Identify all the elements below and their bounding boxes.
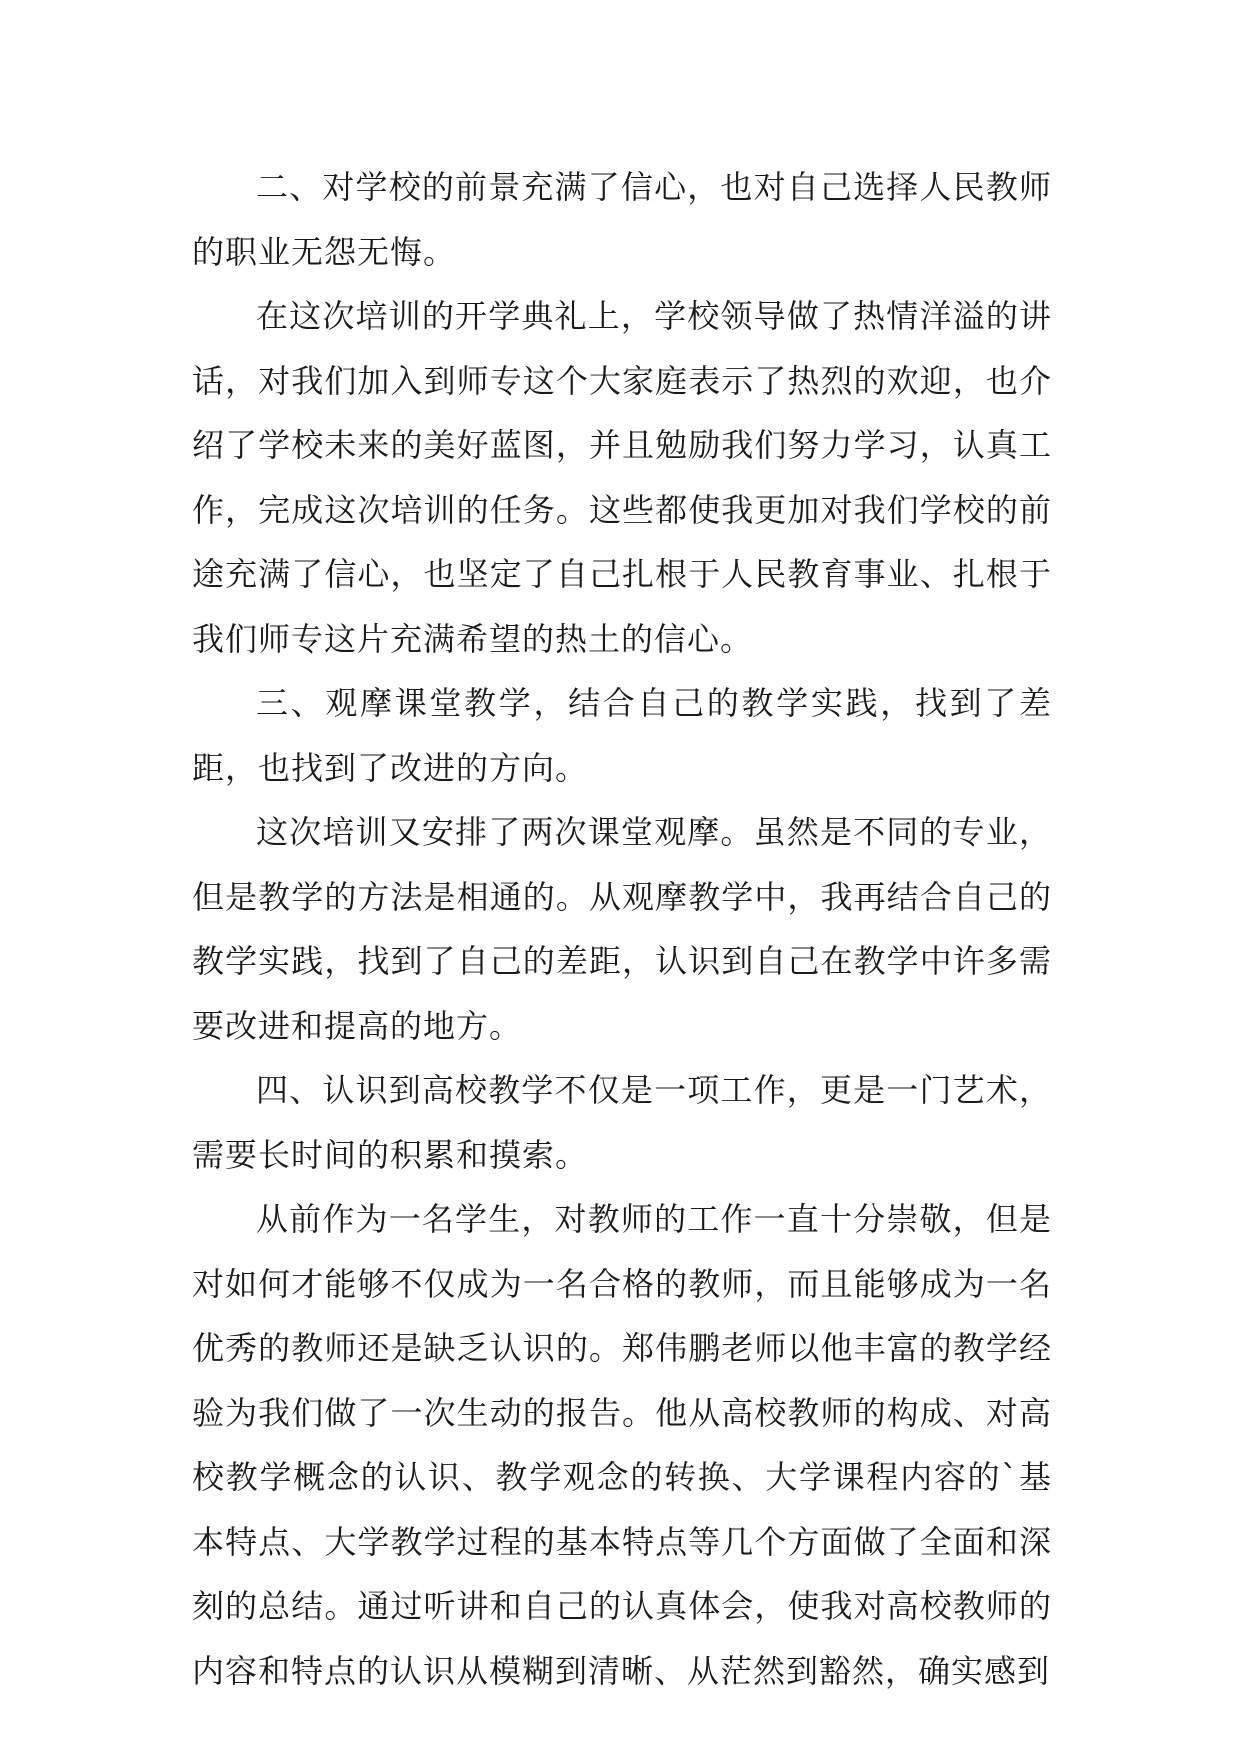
paragraph-teacher-report: 从前作为一名学生，对教师的工作一直十分崇敬，但是对如何才能够不仅成为一名合格的教师，而且能够成为一名优秀的教师还是缺乏认识的。郑伟鹏老师以他丰富的教学经验为我们做了一次生动的报告。他从高校教师的构成、对高校教学概念的认识、教学观念的转换、大学课程内容的`基本特点、大学教学过程的基本特点等几个方面做了全面和深刻的总结。通过听讲和自己的认真体会，使我对高校教师的内容和特点的认识从模糊到清晰、从茫然到豁然，确实感到 bbox=[192, 1200, 1052, 1690]
paragraph-classroom-observation: 这次培训又安排了两次课堂观摩。虽然是不同的专业，但是教学的方法是相通的。从观摩教学中，我再结合自己的教学实践，找到了自己的差距，认识到自己在教学中许多需要改进和提高的地方。 bbox=[192, 813, 1052, 1045]
paragraph-opening-ceremony: 在这次培训的开学典礼上，学校领导做了热情洋溢的讲话，对我们加入到师专这个大家庭表示了热烈的欢迎，也介绍了学校未来的美好蓝图，并且勉励我们努力学习，认真工作，完成这次培训的任务。这些都使我更加对我们学校的前途充满了信心，也坚定了自己扎根于人民教育事业、扎根于我们师专这片充满希望的热土的信心。 bbox=[192, 297, 1052, 658]
paragraph-section-four-heading: 四、认识到高校教学不仅是一项工作，更是一门艺术，需要长时间的积累和摸索。 bbox=[192, 1071, 1052, 1174]
document-body bbox=[192, 155, 1052, 1703]
paragraph-section-three-heading: 三、观摩课堂教学，结合自己的教学实践，找到了差距，也找到了改进的方向。 bbox=[192, 684, 1052, 787]
paragraph-section-two-heading: 二、对学校的前景充满了信心，也对自己选择人民教师的职业无怨无悔。 bbox=[192, 168, 1052, 271]
